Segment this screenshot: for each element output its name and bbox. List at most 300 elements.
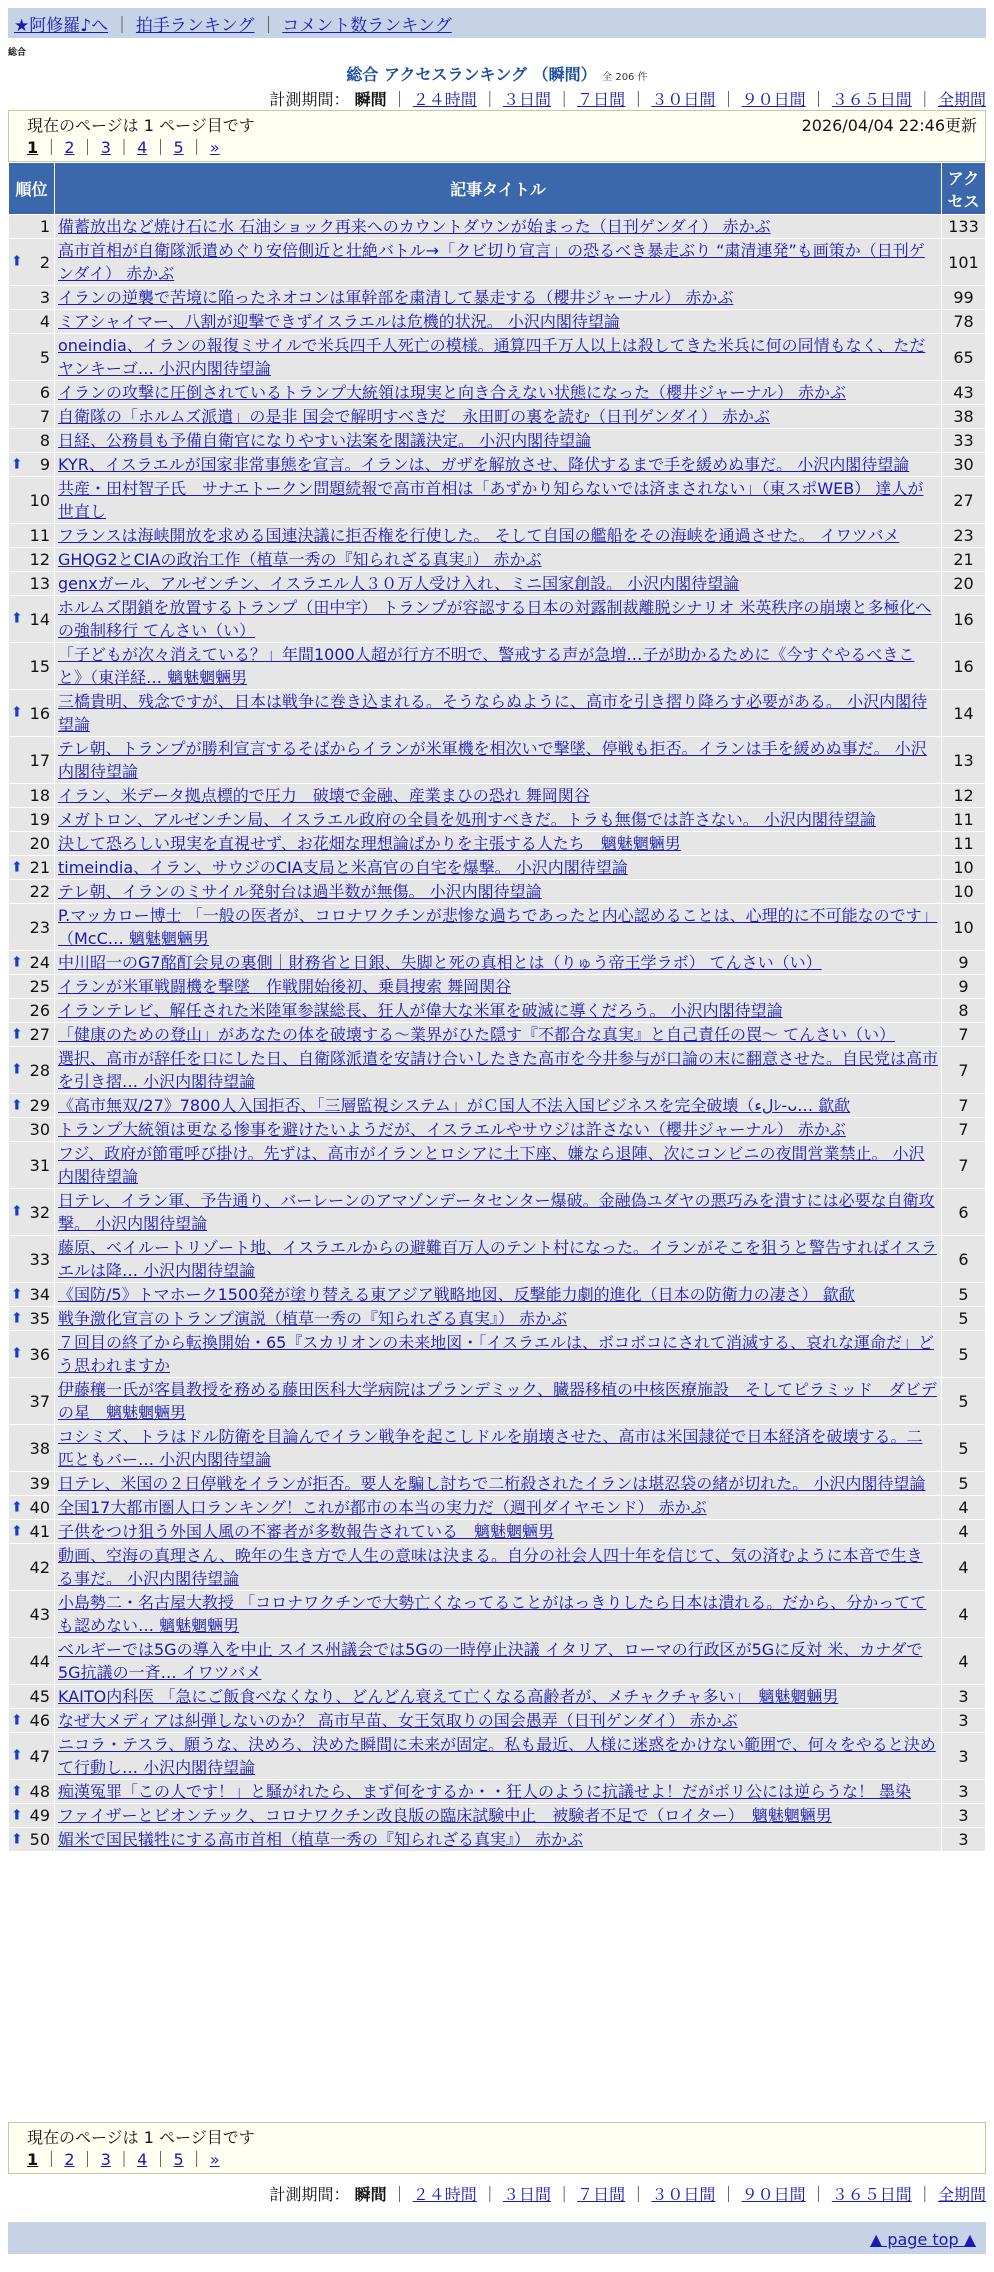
period-link-24h[interactable]: ２４時間 — [412, 90, 477, 109]
access-count: 7 — [942, 1142, 986, 1189]
period-link-30d[interactable]: ３０日間 — [651, 2185, 716, 2204]
rank-up-arrow-icon: ⬆ — [11, 704, 23, 721]
article-title-link[interactable]: timeindia、イラン、サウジのCIA支局と米高官の自宅を爆撃。 小沢内閣待望論 — [58, 858, 628, 877]
article-title-link[interactable]: 子供をつけ狙う外国人風の不審者が多数報告されている 魑魅魍魎男 — [58, 1522, 555, 1541]
title-cell — [55, 808, 942, 832]
access-count: 4 — [942, 1638, 986, 1685]
article-title-link[interactable]: 小島勢二・名古屋大教授 「コロナワクチンで大勢亡くなってることがはっきりしたら日本は潰れる。だから、分かってても認めない… 魑魅魍魎男 — [58, 1593, 927, 1635]
pager-bottom — [8, 2122, 986, 2174]
access-count: 6 — [942, 1189, 986, 1236]
period-link-all[interactable]: 全期間 — [937, 2185, 986, 2204]
article-title-link[interactable]: 《高市無双/27》7800人入国拒否、「三層監視システム」がＣ国人不法入国ビジネスを完全破壊（لءﾚ-ᴗ… 歙歃 — [58, 1096, 851, 1115]
article-title-link[interactable]: コシミズ、トラはドル防衛を目論んでイラン戦争を起こしドルを崩壊させた、高市は米国隷従で日本経済を破壊する。二匹ともバー… 小沢内閣待望論 — [58, 1427, 923, 1469]
rank-cell — [9, 737, 55, 784]
period-link-365d[interactable]: ３６５日間 — [831, 2185, 912, 2204]
table-row — [9, 1142, 986, 1189]
table-row — [9, 286, 986, 310]
rank-up-arrow-icon: ⬆ — [11, 1286, 23, 1302]
rank-up-arrow-icon: ⬆ — [11, 1203, 23, 1220]
article-title-link[interactable]: テレ朝、トランプが勝利宣言するそばからイランが米軍機を相次いで撃墜、停戦も拒否。イランは手を緩めぬ事だ。 小沢内閣待望論 — [58, 739, 927, 781]
rank-number: 6 — [39, 383, 50, 402]
table-row — [9, 310, 986, 334]
article-title-link[interactable]: 高市首相が自衛隊派遣めぐり安倍側近と壮絶バトル→「クビ切り宣言」の恐るべき暴走ぶり “粛清連発”も画策か（日刊ゲンダイ） 赤かぶ — [58, 241, 925, 283]
access-count: 11 — [942, 808, 986, 832]
table-row — [9, 737, 986, 784]
table-row — [9, 975, 986, 999]
rank-cell — [9, 477, 55, 524]
article-title-link[interactable]: ７回目の終了から転換開始・65『スカリオンの未来地図・「イスラエルは、ボコボコにされて消滅する、哀れな運命だ」どう思われますか — [58, 1333, 935, 1375]
page-3-link[interactable]: 3 — [100, 2150, 111, 2169]
rank-number: 27 — [29, 1025, 50, 1044]
article-title-link[interactable]: ホルムズ閉鎖を放置するトランプ（田中宇） トランプが容認する日本の対露制裁離脱シナリオ 米英秩序の崩壊と多極化への強制移行 てんさい（い） — [58, 598, 932, 640]
title-cell — [55, 1520, 942, 1544]
article-title-link[interactable]: P.マッカロー博士 「一般の医者が、コロナワクチンが悲惨な過ちであったと内心認めることは、心理的に不可能なのです」（McC… 魑魅魍魎男 — [58, 906, 938, 948]
title-cell — [55, 1189, 942, 1236]
updated-datetime: 2026/04/04 22:46更新 — [801, 116, 977, 135]
rank-up-arrow-icon: ⬆ — [11, 1712, 23, 1728]
rank-cell — [9, 572, 55, 596]
rank-number: 33 — [29, 1249, 50, 1269]
table-row — [9, 453, 986, 477]
title-cell — [55, 1331, 942, 1378]
article-title-link[interactable]: メガトロン、アルゼンチン局、イスラエル政府の全員を処刑すべきだ。トラも無傷では許さない。 小沢内閣待望論 — [58, 810, 876, 829]
table-row — [9, 477, 986, 524]
page-4-link[interactable]: 4 — [137, 138, 148, 157]
access-count: 13 — [942, 737, 986, 784]
title-cell — [55, 1733, 942, 1780]
access-count: 23 — [942, 524, 986, 548]
table-row — [9, 1118, 986, 1142]
period-current: 瞬間 — [354, 2185, 387, 2204]
title-cell — [55, 405, 942, 429]
access-count: 4 — [942, 1520, 986, 1544]
title-cell — [55, 880, 942, 904]
rank-number: 32 — [29, 1202, 50, 1222]
asyura-home-link[interactable]: ★阿修羅♪へ — [14, 16, 109, 36]
rank-cell — [9, 1709, 55, 1733]
table-row — [9, 1307, 986, 1331]
table-row — [9, 1378, 986, 1425]
period-current: 瞬間 — [354, 90, 387, 109]
rank-cell — [9, 596, 55, 643]
rank-number: 38 — [29, 1438, 50, 1458]
title-cell — [55, 524, 942, 548]
page-1-current: 1 — [27, 2150, 39, 2169]
rank-number: 48 — [29, 1782, 50, 1801]
article-title-link[interactable]: 伊藤穰一氏が客員教授を務める藤田医科大学病院はプランデミック、臓器移植の中核医療施設 そしてピラミッド ダビデの星 魑魅魍魎男 — [58, 1380, 937, 1422]
period-label: 計測期間： — [269, 2185, 350, 2204]
rank-number: 1 — [39, 217, 50, 236]
article-title-link[interactable]: GHQG2とCIAの政治工作（植草一秀の『知られざる真実』） 赤かぶ — [58, 550, 542, 569]
rank-up-arrow-icon: ⬆ — [11, 1499, 23, 1515]
table-row — [9, 1804, 986, 1828]
article-title-link[interactable]: 中川昭一のG7酩酊会見の裏側｜財務省と日銀、失脚と死の真相とは（りゅう帝王学ラボ） てんさい（い） — [58, 953, 822, 972]
title-cell — [55, 215, 942, 239]
rank-cell — [9, 1685, 55, 1709]
rank-up-arrow-icon: ⬆ — [11, 1061, 23, 1078]
rank-number: 8 — [39, 431, 50, 450]
rank-cell — [9, 808, 55, 832]
rank-cell — [9, 1828, 55, 1852]
table-row — [9, 429, 986, 453]
table-row — [9, 690, 986, 737]
article-title-link[interactable]: 日テレ、イラン軍、予告通り、バーレーンのアマゾンデータセンター爆破。金融偽ユダヤの悪巧みを潰すには必要な自衛攻撃。 小沢内閣待望論 — [58, 1191, 935, 1233]
access-count: 21 — [942, 548, 986, 572]
period-link-90d[interactable]: ９０日間 — [741, 2185, 806, 2204]
access-count: 10 — [942, 880, 986, 904]
article-title-link[interactable]: 「健康のための登山」があなたの体を破壊する～業界がひた隠す『不都合な真実』と自己責任の罠～ てんさい（い） — [58, 1025, 896, 1044]
table-row — [9, 904, 986, 951]
rank-cell — [9, 832, 55, 856]
rank-cell — [9, 548, 55, 572]
rank-number: 7 — [39, 407, 50, 426]
rank-number: 44 — [29, 1651, 50, 1671]
title-cell — [55, 1236, 942, 1283]
col-header-access: アクセス — [942, 163, 986, 215]
rank-cell — [9, 310, 55, 334]
rank-up-arrow-icon: ⬆ — [11, 1310, 23, 1326]
access-count: 99 — [942, 286, 986, 310]
table-row — [9, 1189, 986, 1236]
access-count: 7 — [942, 1047, 986, 1094]
title-cell — [55, 1142, 942, 1189]
rank-number: 21 — [29, 858, 50, 877]
title-cell — [55, 334, 942, 381]
page-top-link[interactable]: ▲ page top ▲ — [869, 2230, 976, 2249]
table-row — [9, 215, 986, 239]
title-cell — [55, 784, 942, 808]
applause-ranking-link[interactable]: 拍手ランキング — [135, 16, 255, 36]
pager-top — [8, 110, 986, 162]
title-cell — [55, 429, 942, 453]
table-row — [9, 1733, 986, 1780]
article-title-link[interactable]: 三橋貴明、残念ですが、日本は戦争に巻き込まれる。そうならぬように、高市を引き摺り降ろす必要がある。 小沢内閣待望論 — [58, 692, 928, 734]
access-count: 4 — [942, 1544, 986, 1591]
article-title-link[interactable]: 決して恐ろしい現実を直視せず、お花畑な理想論ばかりを主張する人たち 魑魅魍魎男 — [58, 834, 681, 853]
page-2-link[interactable]: 2 — [64, 138, 75, 157]
rank-number: 40 — [29, 1498, 50, 1517]
rank-number: 28 — [29, 1060, 50, 1080]
article-title-link[interactable]: 戦争激化宣言のトランプ演説（植草一秀の『知られざる真実』） 赤かぶ — [58, 1309, 568, 1328]
article-title-link[interactable]: イランが米軍戦闘機を撃墜 作戦開始後初、乗員捜索 舞岡関谷 — [58, 977, 512, 996]
rank-cell — [9, 1189, 55, 1236]
rank-cell — [9, 856, 55, 880]
rank-up-arrow-icon: ⬆ — [11, 1097, 23, 1113]
period-link-7d[interactable]: ７日間 — [577, 2185, 626, 2204]
access-count: 5 — [942, 1283, 986, 1307]
title-cell — [55, 951, 942, 975]
period-link-3d[interactable]: ３日間 — [502, 2185, 551, 2204]
article-title-link[interactable]: テレ朝、イランのミサイル発射台は過半数が無傷。 小沢内閣待望論 — [58, 882, 542, 901]
article-title-link[interactable]: トランプ大統領は更なる惨事を避けたいようだが、イスラエルやサウジは許さない（櫻井ジャーナル） 赤かぶ — [58, 1120, 846, 1139]
rank-cell — [9, 1378, 55, 1425]
table-row — [9, 1094, 986, 1118]
rank-number: 45 — [29, 1687, 50, 1706]
table-row — [9, 1780, 986, 1804]
ranking-rows — [9, 215, 986, 1852]
table-row — [9, 1685, 986, 1709]
access-count: 38 — [942, 405, 986, 429]
rank-cell — [9, 405, 55, 429]
access-count: 27 — [942, 477, 986, 524]
page-2-link[interactable]: 2 — [64, 2150, 75, 2169]
access-count: 11 — [942, 832, 986, 856]
article-title-link[interactable]: 備蓄放出など焼け石に水 石油ショック再来へのカウントダウンが始まった（日刊ゲンダイ） 赤かぶ — [58, 217, 771, 236]
article-title-link[interactable]: genxガール、アルゼンチン、イスラエル人３０万人受け入れ、ミニ国家創設。 小沢内閣待望論 — [58, 574, 740, 593]
rank-cell — [9, 239, 55, 286]
article-title-link[interactable]: 全国17大都市圏人口ランキング！これが都市の本当の実力だ（週刊ダイヤモンド） 赤かぶ — [58, 1498, 707, 1517]
rank-number: 12 — [29, 550, 50, 569]
title-cell — [55, 596, 942, 643]
rank-up-arrow-icon: ⬆ — [11, 1345, 23, 1362]
table-row — [9, 1638, 986, 1685]
rank-cell — [9, 904, 55, 951]
rank-up-arrow-icon: ⬆ — [11, 1747, 23, 1764]
access-count: 3 — [942, 1804, 986, 1828]
footer-bar — [8, 2222, 986, 2254]
rank-up-arrow-icon: ⬆ — [11, 1807, 23, 1823]
period-link-90d[interactable]: ９０日間 — [741, 90, 806, 109]
article-title-link[interactable]: 自衛隊の「ホルムズ派遣」の是非 国会で解明すべきだ 永田町の裏を読む（日刊ゲンダイ） 赤かぶ — [58, 407, 770, 426]
rank-cell — [9, 690, 55, 737]
title-cell — [55, 548, 942, 572]
table-row — [9, 784, 986, 808]
rank-number: 10 — [29, 490, 50, 510]
access-count: 9 — [942, 951, 986, 975]
rank-number: 37 — [29, 1391, 50, 1411]
rank-up-arrow-icon: ⬆ — [11, 1026, 23, 1042]
table-row — [9, 643, 986, 690]
title-cell — [55, 1804, 942, 1828]
article-title-link[interactable]: 共産・田村智子氏 サナエトークン問題続報で高市首相は「あずかり知らないでは済まされない」（東スポWEB） 達人が世直し — [58, 479, 924, 521]
rank-number: 39 — [29, 1474, 50, 1493]
rank-up-arrow-icon: ⬆ — [11, 610, 23, 627]
page-3-link[interactable]: 3 — [100, 138, 111, 157]
rank-number: 20 — [29, 834, 50, 853]
article-title-link[interactable]: ベルギーでは5Gの導入を中止 スイス州議会では5Gの一時停止決議 イタリア、ローマの行政区が5Gに反対 米、カナダで5G抗議の一斉… イワツバメ — [58, 1640, 923, 1682]
article-title-link[interactable]: KYR、イスラエルが国家非常事態を宣言。イランは、ガザを解放させ、降伏するまで手を緩めぬ事だ。 小沢内閣待望論 — [58, 455, 910, 474]
access-count: 5 — [942, 1425, 986, 1472]
table-row — [9, 1331, 986, 1378]
title-cell — [55, 1638, 942, 1685]
page-1-current: 1 — [27, 138, 39, 157]
access-count: 65 — [942, 334, 986, 381]
rank-number: 5 — [39, 347, 50, 367]
table-row — [9, 334, 986, 381]
article-title-link[interactable]: イランの逆襲で苦境に陥ったネオコンは軍幹部を粛清して暴走する（櫻井ジャーナル） 赤かぶ — [58, 288, 734, 307]
period-link-all[interactable]: 全期間 — [937, 90, 986, 109]
article-title-link[interactable]: ファイザーとビオンテック、コロナワクチン改良版の臨床試験中止 被験者不足で（ロイター） 魑魅魍魎男 — [58, 1806, 832, 1825]
access-count: 3 — [942, 1828, 986, 1852]
period-link-3d[interactable]: ３日間 — [502, 90, 551, 109]
title-cell — [55, 477, 942, 524]
title-cell — [55, 1544, 942, 1591]
page-title — [0, 62, 994, 85]
access-count: 9 — [942, 975, 986, 999]
rank-number: 47 — [29, 1746, 50, 1766]
title-cell — [55, 643, 942, 690]
article-title-link[interactable]: イランの攻撃に圧倒されているトランプ大統領は現実と向き合えない状態になった（櫻井ジャーナル） 赤かぶ — [58, 383, 846, 402]
next-page-link[interactable]: » — [209, 138, 220, 157]
access-count: 43 — [942, 381, 986, 405]
rank-number: 25 — [29, 977, 50, 996]
access-count: 14 — [942, 690, 986, 737]
table-row — [9, 999, 986, 1023]
col-header-rank: 順位 — [9, 163, 55, 215]
article-title-link[interactable]: 動画、空海の真理さん、晩年の生き方で人生の意味は決まる。自分の社会人四十年を信じて、気の済むように本音で生きる事だ。 小沢内閣待望論 — [58, 1546, 923, 1588]
page-links: 1 ｜ 2 ｜ 3 ｜ 4 ｜ 5 ｜ » — [27, 2150, 220, 2169]
rank-cell — [9, 1094, 55, 1118]
rank-cell — [9, 453, 55, 477]
page-5-link[interactable]: 5 — [173, 138, 184, 157]
article-title-link[interactable]: イランテレビ、解任された米陸軍参謀総長、狂人が偉大な米軍を破滅に導くだろう。 小沢内閣待望論 — [58, 1001, 783, 1020]
rank-cell — [9, 1496, 55, 1520]
rank-number: 16 — [29, 703, 50, 723]
title-cell — [55, 1425, 942, 1472]
rank-cell — [9, 1733, 55, 1780]
current-page-text: 現在のページは 1 ページ目です — [27, 116, 255, 135]
access-count: 101 — [942, 239, 986, 286]
rank-number: 49 — [29, 1806, 50, 1825]
rank-up-arrow-icon: ⬆ — [11, 456, 23, 472]
rank-cell — [9, 1472, 55, 1496]
table-row — [9, 856, 986, 880]
period-link-7d[interactable]: ７日間 — [577, 90, 626, 109]
page-4-link[interactable]: 4 — [137, 2150, 148, 2169]
article-title-link[interactable]: イラン、米データ拠点標的で圧力 破壊で金融、産業まひの恐れ 舞岡関谷 — [58, 786, 590, 805]
rank-cell — [9, 951, 55, 975]
access-count: 16 — [942, 643, 986, 690]
article-title-link[interactable]: フランスは海峡開放を求める国連決議に拒否権を行使した。 そして自国の艦船をその海峡を通過させた。 イワツバメ — [58, 526, 900, 545]
rank-up-arrow-icon: ⬆ — [11, 253, 23, 270]
rank-up-arrow-icon: ⬆ — [11, 954, 23, 970]
table-row — [9, 1709, 986, 1733]
rank-number: 14 — [29, 609, 50, 629]
access-count: 3 — [942, 1780, 986, 1804]
rank-number: 3 — [39, 288, 50, 307]
title-cell — [55, 904, 942, 951]
rank-number: 15 — [29, 656, 50, 676]
article-title-link[interactable]: ニコラ・テスラ、願うな、決めろ、決めた瞬間に未来が固定。私も最近、人様に迷惑をかけない範囲で、何々をやると決めて行動し… 小沢内閣待望論 — [58, 1735, 936, 1777]
rank-cell — [9, 880, 55, 904]
table-row — [9, 524, 986, 548]
rank-cell — [9, 975, 55, 999]
access-count: 3 — [942, 1685, 986, 1709]
rank-cell — [9, 286, 55, 310]
table-row — [9, 381, 986, 405]
article-title-link[interactable]: 日テレ、米国の２日停戦をイランが拒否。要人を騙し討ちで二桁殺されたイランは堪忍袋の緒が切れた。 小沢内閣待望論 — [58, 1474, 926, 1493]
table-row — [9, 951, 986, 975]
title-cell — [55, 286, 942, 310]
rank-cell — [9, 381, 55, 405]
article-title-link[interactable]: フジ、政府が節電呼び掛け。先ずは、高市がイランとロシアに土下座、嫌なら退陣、次にコンビニの夜間営業禁止。 小沢内閣待望論 — [58, 1144, 925, 1186]
rank-cell — [9, 1520, 55, 1544]
title-cell — [55, 1828, 942, 1852]
access-count: 10 — [942, 856, 986, 880]
table-row — [9, 1283, 986, 1307]
access-count: 33 — [942, 429, 986, 453]
access-count: 3 — [942, 1733, 986, 1780]
rank-number: 19 — [29, 810, 50, 829]
rank-number: 22 — [29, 882, 50, 901]
access-count: 7 — [942, 1023, 986, 1047]
period-link-365d[interactable]: ３６５日間 — [831, 90, 912, 109]
article-title-link[interactable]: KAITO内科医 「急にご飯食べなくなり、どんどん衰えて亡くなる高齢者が、メチャクチャ多い」 魑魅魍魎男 — [58, 1687, 839, 1706]
rank-cell — [9, 1804, 55, 1828]
access-count: 16 — [942, 596, 986, 643]
access-count: 8 — [942, 999, 986, 1023]
rank-up-arrow-icon: ⬆ — [11, 1783, 23, 1799]
title-cell — [55, 1709, 942, 1733]
title-cell — [55, 572, 942, 596]
rank-up-arrow-icon: ⬆ — [11, 1523, 23, 1539]
access-count: 3 — [942, 1709, 986, 1733]
rank-cell — [9, 524, 55, 548]
next-page-link[interactable]: » — [209, 2150, 220, 2169]
rank-number: 4 — [39, 312, 50, 331]
table-row — [9, 548, 986, 572]
article-title-link[interactable]: 「子どもが次々消えている？」年間1000人超が行方不明で、警戒する声が急増…子が助かるために《今すぐやるべきこと》（東洋経… 魑魅魍魎男 — [58, 645, 915, 687]
rank-number: 30 — [29, 1120, 50, 1139]
page-5-link[interactable]: 5 — [173, 2150, 184, 2169]
rank-number: 34 — [29, 1285, 50, 1304]
access-count: 5 — [942, 1378, 986, 1425]
rank-number: 17 — [29, 750, 50, 770]
table-row — [9, 405, 986, 429]
title-cell — [55, 975, 942, 999]
title-cell — [55, 1023, 942, 1047]
article-title-link[interactable]: 日経、公務員も予備自衛官になりやすい法案を閣議決定。 小沢内閣待望論 — [58, 431, 592, 450]
access-count: 5 — [942, 1472, 986, 1496]
article-title-link[interactable]: なぜ大メディアは糾弾しないのか？ 高市早苗、女王気取りの国会愚弄（日刊ゲンダイ） 赤かぶ — [58, 1711, 738, 1730]
title-cell — [55, 856, 942, 880]
rank-number: 9 — [39, 455, 50, 474]
table-row — [9, 1236, 986, 1283]
article-title-link[interactable]: 《国防/5》トマホーク1500発が塗り替える東アジア戦略地図、反撃能力劇的進化（日本の防衛力の凄さ） 歙歃 — [58, 1285, 855, 1304]
rank-cell — [9, 1142, 55, 1189]
period-selector-top: 計測期間： 瞬間 ｜ ２４時間 ｜ ３日間 ｜ ７日間 ｜ ３０日間 ｜ ９０日間 ｜ ３６５日間 ｜ 全期間 — [269, 90, 986, 109]
rank-cell — [9, 784, 55, 808]
period-link-30d[interactable]: ３０日間 — [651, 90, 716, 109]
col-header-title: 記事タイトル — [55, 163, 942, 215]
article-title-link[interactable]: 藤原、ベイルートリゾート地、イスラエルからの避難百万人のテント村になった。イランがそこを狙うと警告すればイスラエルは降… 小沢内閣待望論 — [58, 1238, 937, 1280]
rank-cell — [9, 999, 55, 1023]
rank-cell — [9, 1023, 55, 1047]
article-title-link[interactable]: 媚米で国民犠牲にする高市首相（植草一秀の『知られざる真実』） 赤かぶ — [58, 1830, 584, 1849]
period-selector-bottom: 計測期間： 瞬間 ｜ ２４時間 ｜ ３日間 ｜ ７日間 ｜ ３０日間 ｜ ９０日間 ｜ ３６５日間 ｜ 全期間 — [269, 2185, 986, 2204]
access-count: 6 — [942, 1236, 986, 1283]
table-row — [9, 808, 986, 832]
period-link-24h[interactable]: ２４時間 — [412, 2185, 477, 2204]
comment-ranking-link[interactable]: コメント数ランキング — [282, 16, 452, 36]
article-title-link[interactable]: 選択、高市が辞任を口にした日、自衛隊派遣を安請け合いしたきた高市を今井参与が口論の末に翻意させた。自民党は高市を引き摺… 小沢内閣待望論 — [58, 1049, 939, 1091]
article-title-link[interactable]: 痴漢冤罪「この人です！」と騒がれたら、まず何をするか・・狂人のように抗議せよ！だがポリ公には逆らうな！ 墨染 — [58, 1782, 912, 1801]
rank-cell — [9, 429, 55, 453]
article-title-link[interactable]: ミアシャイマー、八割が迎撃できずイスラエルは危機的状況。 小沢内閣待望論 — [58, 312, 620, 331]
access-count: 10 — [942, 904, 986, 951]
table-row — [9, 1047, 986, 1094]
article-title-link[interactable]: oneindia、イランの報復ミサイルで米兵四千人死亡の模様。通算四千万人以上は殺してきた米兵に何の同情もなく、ただヤンキーゴ… 小沢内閣待望論 — [58, 336, 926, 378]
item-count: 全 206 件 — [602, 72, 648, 83]
access-count: 4 — [942, 1496, 986, 1520]
title-cell — [55, 310, 942, 334]
table-row — [9, 1591, 986, 1638]
access-count: 20 — [942, 572, 986, 596]
title-cell — [55, 1047, 942, 1094]
rank-cell — [9, 1307, 55, 1331]
title-cell — [55, 1685, 942, 1709]
table-row — [9, 1544, 986, 1591]
